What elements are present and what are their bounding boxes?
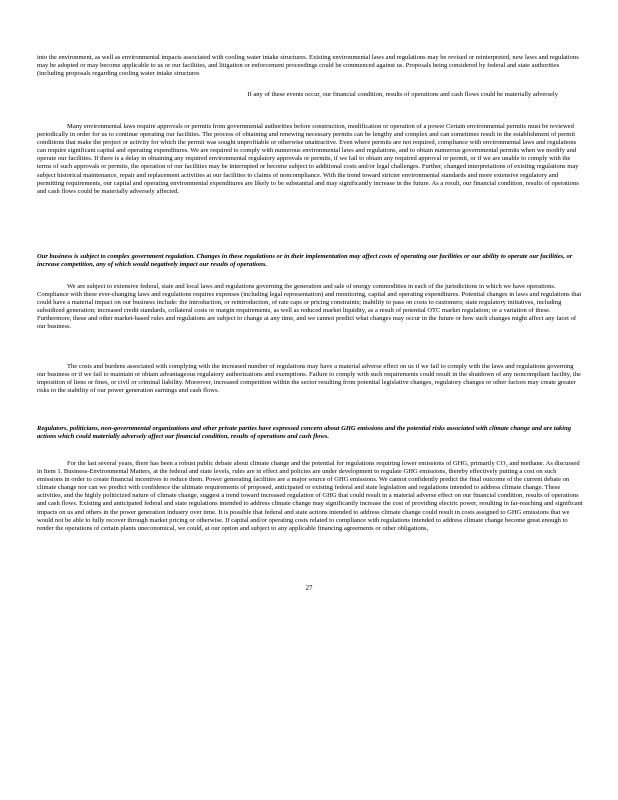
page-number: 27 bbox=[305, 585, 313, 592]
paragraph-regulation-laws: We are subject to extensive federal, state and local laws and regulations governing the generation and sale of energy commodities in each of the jurisdictions in which we have operations. Compliance with these ever-changing laws and regulations requires expenses (including legal representation) and monitoring, capital and operating expenditures. Potential changes in laws and regulations that could have a material impact on our business include: the introduction, or reintroduction, of rate caps or pricing constraints; inability to pass on costs to customers; state regulatory initiatives, including subsidized generation; increased credit standards, collateral costs or margin requirements, as well as reduced market liquidity, as a result of potential OTC market regulation; or a variation of these. Furthermore, these and other market-based rules and regulations are subject to change at any time, and we cannot predict what changes may occur in the future or how such changes might affect any facet of our business. bbox=[37, 283, 582, 331]
paragraph-intro: into the environment, as well as environmental impacts associated with cooling water intake structures. Existing environmental laws and regulations may be revised or reinterpreted, new laws and regulations may be adopted or may become applicable to us or our facilities, and litigation or enforcement proceedings could be commenced against us. Proposals being considered by federal and state authorities (including proposals regarding cooling water intake structures bbox=[37, 54, 579, 78]
paragraph-intro-tail: If any of these events occur, our financial condition, results of operations and cash flows could be materially adversely bbox=[247, 91, 558, 98]
paragraph-compliance-costs: The costs and burdens associated with complying with the increased number of regulations may have a material adverse effect on us if we fail to comply with the laws and regulations governing our business or if we fail to maintain or obtain advantageous regulatory authorizations and exemptions. Failure to comply with such requirements could result in the shutdown of any noncompliant facility, the imposition of liens or fines, or civil or criminal liability. Moreover, increased competition within the sector resulting from potential legislative changes, regulatory changes or other factors may create greater risks to the stability of our power generation earnings and cash flows. bbox=[37, 363, 581, 395]
paragraph-climate-change: For the last several years, there has been a robust public debate about climate change and the potential for regulations requiring lower emissions of GHG, primarily CO₂ and methane. As discussed in Item 1. Business-Environmental Matters, at the federal and state levels, rules are in effect and policies are under development to regulate GHG emissions, thereby effectively putting a cost on such emissions in order to create financial incentives to reduce them. Power generating facilities are a major source of GHG emissions. We cannot confidently predict the final outcome of the current debate on climate change nor can we predict with confidence the ultimate requirements of proposed, anticipated or existing federal and state legislation and regulations intended to address climate change. These activities, and the highly politicized nature of climate change, suggest a trend toward increased regulation of GHG that could result in a material adverse effect on our financial condition, results of operations and cash flows. Existing and anticipated federal and state regulations intended to address climate change may significantly increase the cost of providing electric power, resulting in far-reaching and significant impacts on us and others in the power generation industry over time. It is possible that federal and state actions intended to address climate change could result in costs assigned to GHG emissions that we would not be able to fully recover through market pricing or otherwise. If capital and/or operating costs related to compliance with regulations intended to address climate change become great enough to render the operations of certain plants uneconomical, we could, at our option and subject to any applicable financing agreements or other obligations, bbox=[37, 460, 583, 532]
paragraph-permits: Many environmental laws require approvals or permits from governmental authorities before construction, modification or operation of a power Certain environmental permits must be reviewed periodically in order for us to continue operating our facilities. The process of obtaining and renewing necessary permits can be lengthy and complex and can sometimes result in the establishment of permit conditions that make the project or activity for which the permit was sought unprofitable or otherwise unattractive. Even where permits are not required, compliance with environmental laws and regulations can require significant capital and operating expenditures. We are required to comply with numerous environmental laws and regulations, and to obtain numerous governmental permits when we modify and operate our facilities. If there is a delay in obtaining any required environmental regulatory approvals or permits, if we fail to obtain any required approval or permit, or if we are unable to comply with the terms of such approvals or permits, the operation of our facilities may be interrupted or become subject to additional costs and/or legal challenges. Further, changed interpretations of existing regulations may subject historical maintenance, repair and replacement activities at our facilities to claims of noncompliance. With the trend toward stricter environmental standards and more extensive regulatory and permitting requirements, our capital and operating environmental expenditures are likely to be substantial and may significantly increase in the future. As a result, our financial condition, results of operations and cash flows could be materially adversely affected. bbox=[37, 123, 579, 195]
heading-government-regulation: Our business is subject to complex government regulation. Changes in these regulations or in their implementation may affect costs of operating our facilities or our ability to operate our facilities, or increase competition, any of which would negatively impact our results of operations. bbox=[37, 253, 573, 269]
heading-ghg-emissions: Regulators, politicians, non-governmental organizations and other private parties have expressed concern about GHG emissions and the potential risks associated with climate change and are taking actions which could materially adversely affect our financial condition, results of operations and cash flows. bbox=[37, 425, 571, 441]
